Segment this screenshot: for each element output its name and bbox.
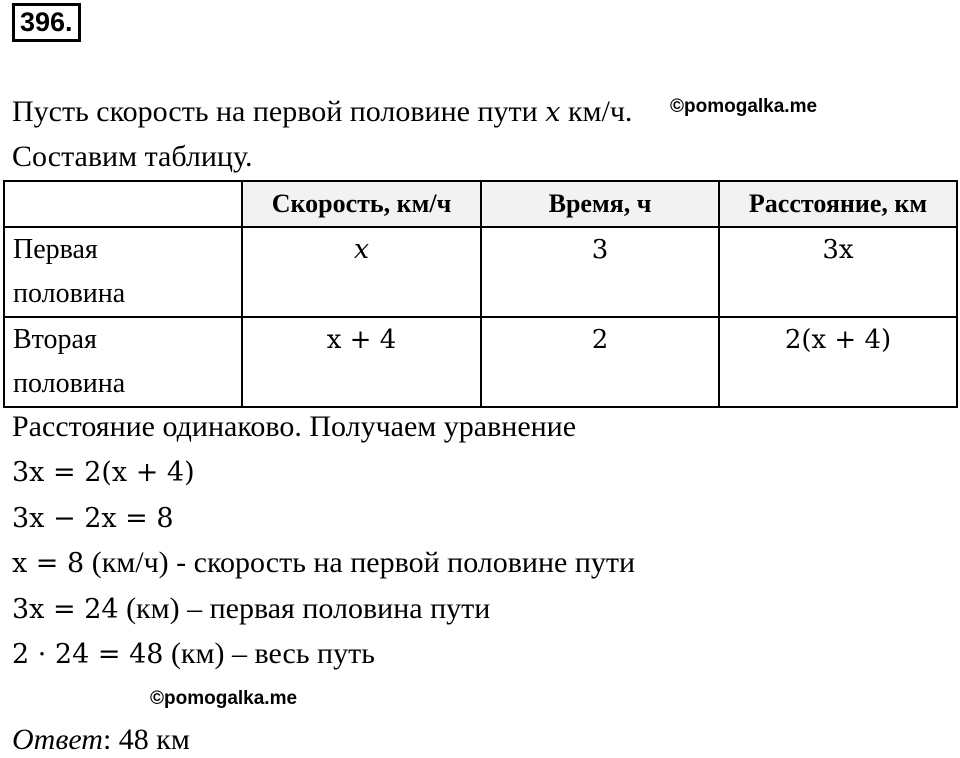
equation-5 bbox=[12, 636, 375, 673]
equation-3 bbox=[12, 545, 635, 582]
speed-value: x bbox=[353, 234, 370, 265]
cell-time-second: 2 bbox=[481, 317, 719, 407]
row-label-line: половина bbox=[13, 278, 126, 309]
equation-3-text: (км/ч) - скорость на первой половине пути bbox=[84, 546, 636, 579]
equation-5-text: (км) – весь путь bbox=[163, 637, 375, 670]
table-header-distance: Расстояние, км bbox=[719, 181, 957, 227]
table-intro: Составим таблицу. bbox=[12, 140, 253, 173]
answer-value: : 48 км bbox=[102, 723, 190, 756]
table-header-time: Время, ч bbox=[481, 181, 719, 227]
equation-4 bbox=[12, 591, 490, 628]
table-row bbox=[4, 317, 957, 407]
watermark-bottom: ©pomogalka.me bbox=[150, 688, 298, 709]
table-row bbox=[4, 227, 957, 317]
equation-1 bbox=[12, 454, 195, 491]
cell-distance-first: 3x bbox=[719, 227, 957, 317]
table-header-speed: Скорость, км/ч bbox=[242, 181, 481, 227]
table-header-row bbox=[4, 181, 957, 227]
equation-1-math: 3x = 2(x + 4) bbox=[12, 457, 195, 488]
table-header-empty bbox=[4, 181, 242, 227]
row-label-second-half bbox=[4, 317, 242, 407]
equation-2-math: 3x − 2x = 8 bbox=[12, 503, 174, 534]
cell-speed-first bbox=[242, 227, 481, 317]
equation-5-math: 2 · 24 = 48 bbox=[12, 639, 164, 670]
intro-line bbox=[12, 94, 632, 131]
solution-intro: Расстояние одинаково. Получаем уравнение bbox=[12, 410, 577, 443]
equation-3-math: x = 8 bbox=[12, 548, 85, 579]
equation-4-text: (км) – первая половина пути bbox=[118, 592, 491, 625]
equation-2 bbox=[12, 500, 174, 537]
cell-time-first: 3 bbox=[481, 227, 719, 317]
intro-text: Пусть скорость на первой половине пути bbox=[12, 95, 546, 128]
row-label-first-half bbox=[4, 227, 242, 317]
equation-4-math: 3x = 24 bbox=[12, 594, 119, 625]
problem-number: 396. bbox=[12, 3, 81, 42]
row-label-line: половина bbox=[13, 368, 126, 399]
row-label-line: Вторая bbox=[13, 324, 97, 355]
intro-variable: x bbox=[545, 97, 561, 128]
watermark-top: ©pomogalka.me bbox=[670, 96, 818, 117]
cell-speed-second: x + 4 bbox=[242, 317, 481, 407]
intro-unit: км/ч. bbox=[560, 95, 633, 128]
cell-distance-second: 2(x + 4) bbox=[719, 317, 957, 407]
answer-label: Ответ bbox=[12, 723, 103, 756]
answer-line bbox=[12, 722, 190, 758]
row-label-line: Первая bbox=[13, 234, 98, 265]
speed-time-distance-table bbox=[3, 180, 958, 408]
